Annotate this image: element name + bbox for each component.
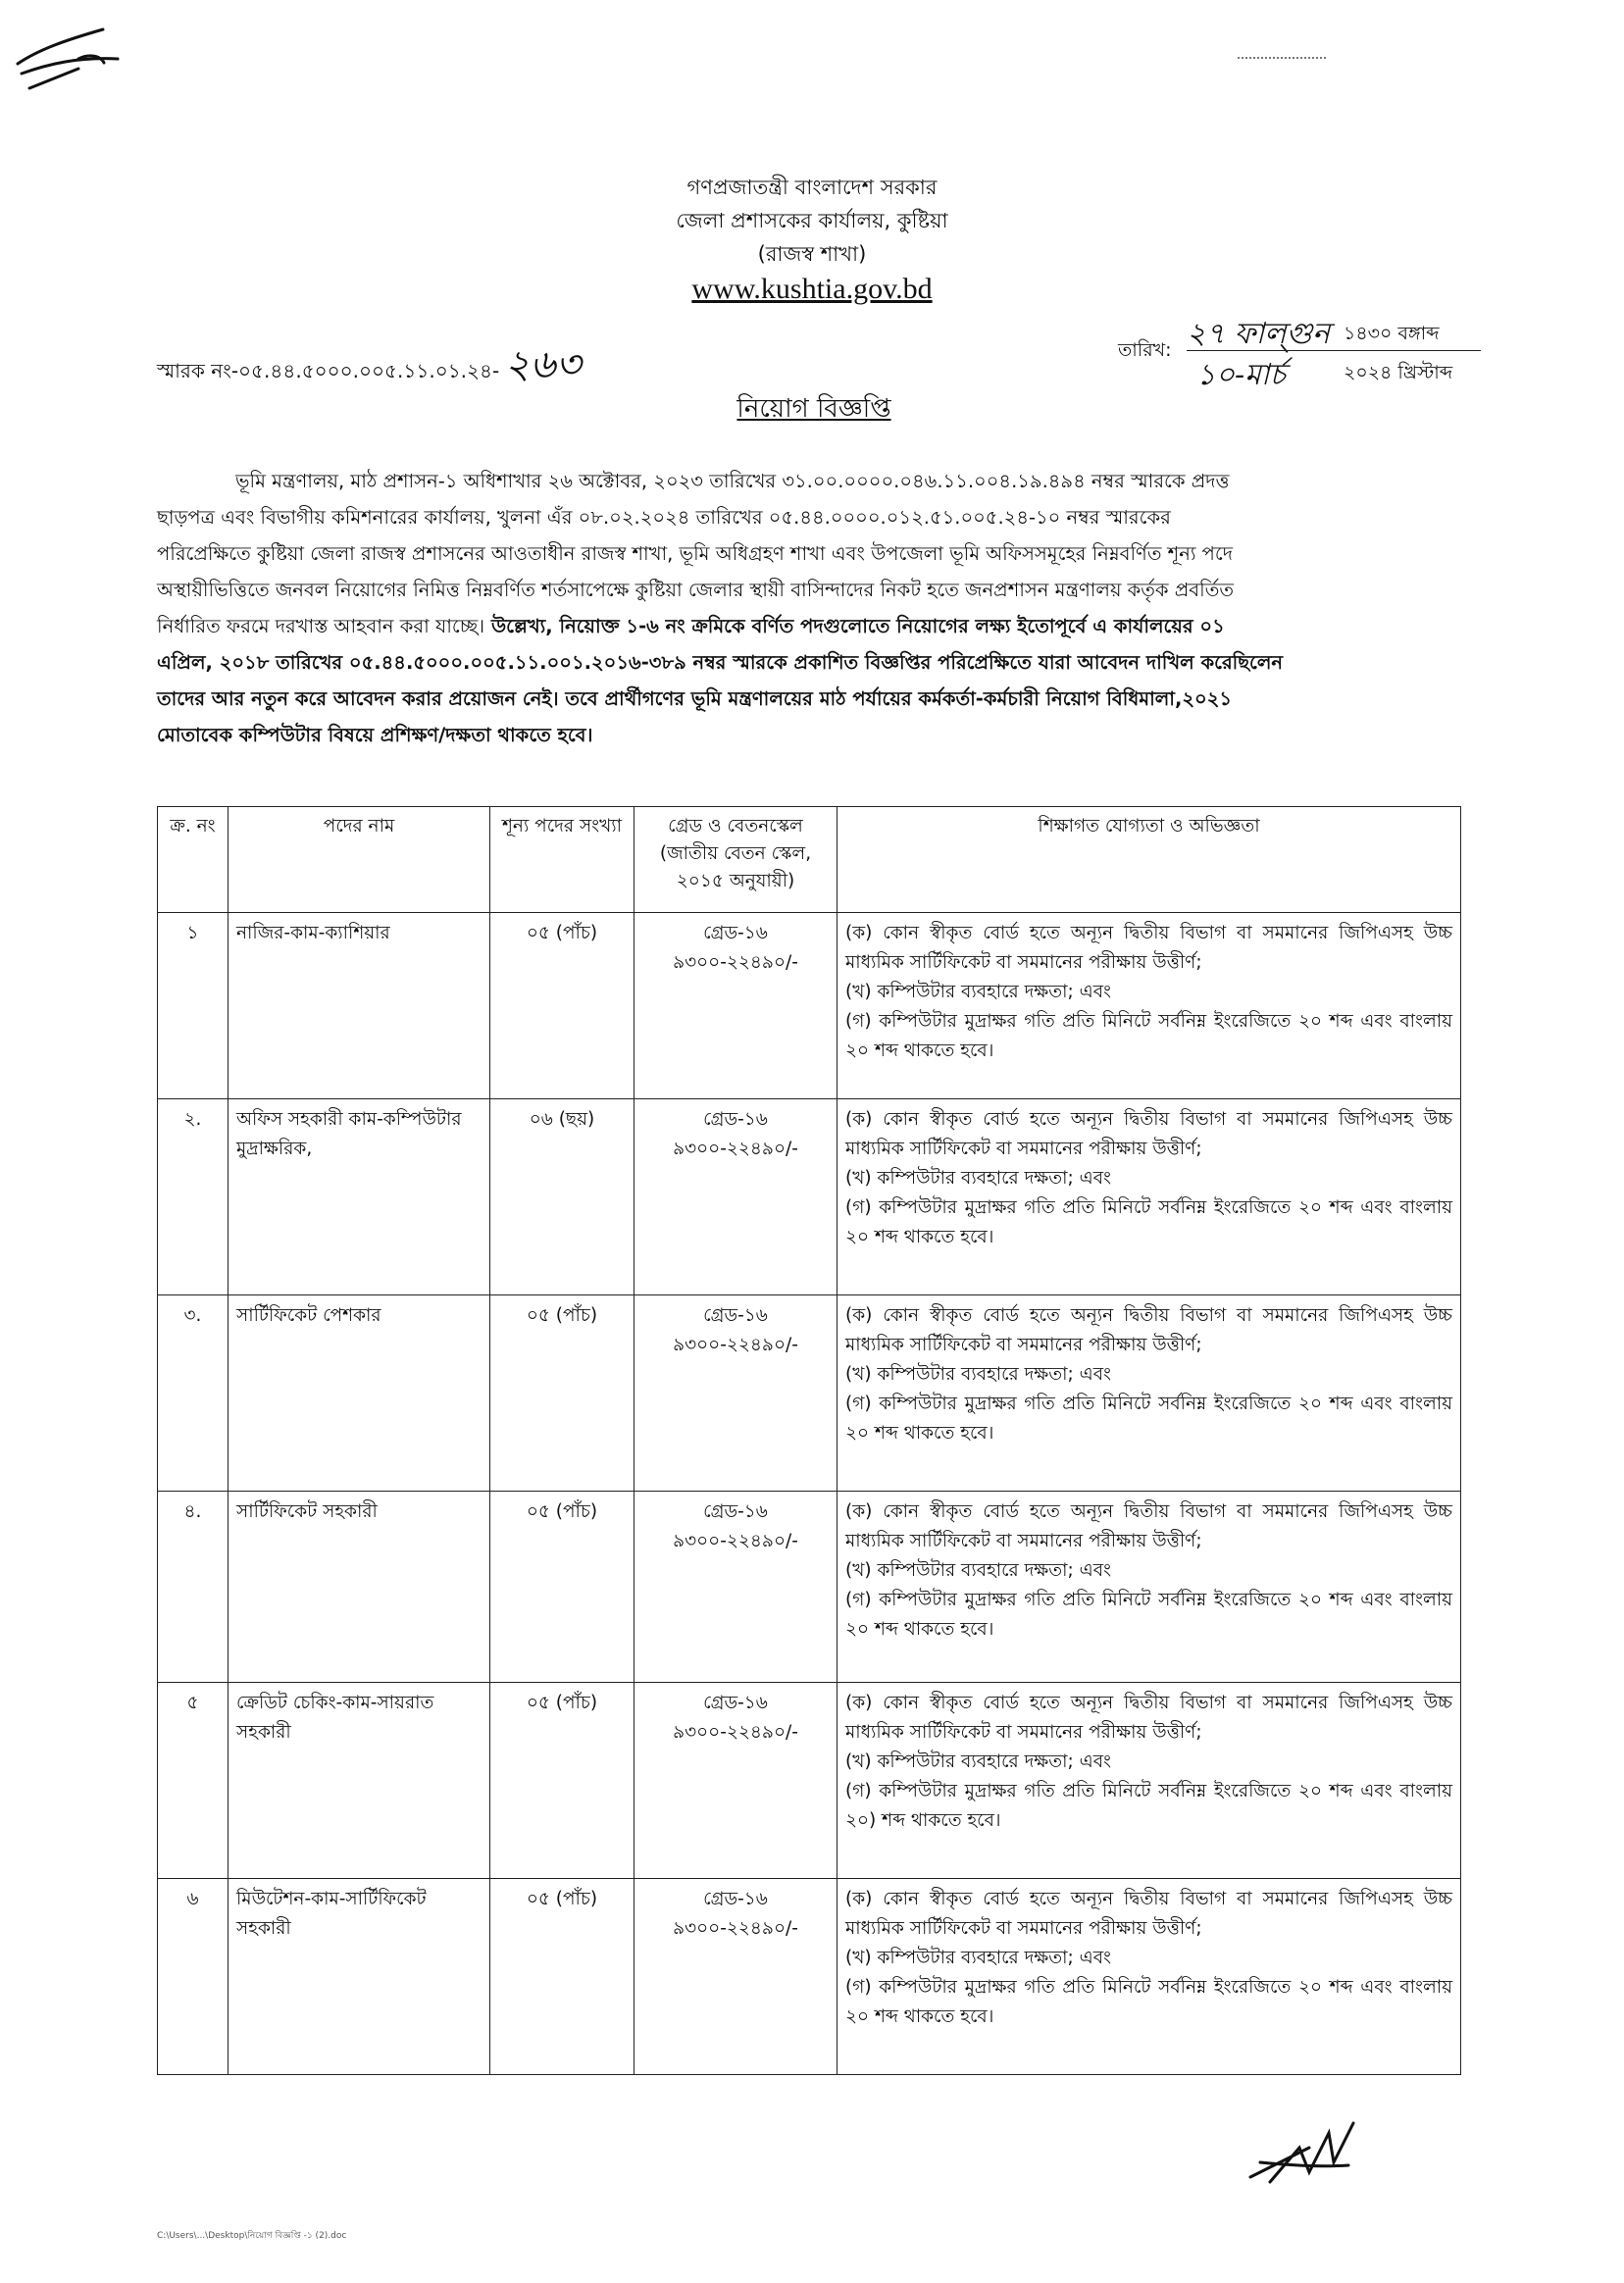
qual-b: (খ) কম্পিউটার ব্যবহারে দক্ষতা; এবং [845,1168,1111,1189]
table-row [158,1683,1461,1879]
website-link[interactable]: www.kushtia.gov.bd [691,273,933,305]
memo-prefix: স্মারক নং-০৫.৪৪.৫০০০.০০৫.১১.০১.২৪- [157,359,500,382]
row-pay-scale: ৯৩০০-২২৪৯০/- [673,1918,798,1939]
row-serial: ৪. [158,1492,228,1683]
row-serial: ১ [158,913,228,1099]
row-qualification [837,1295,1461,1492]
row-qualification [837,1683,1461,1879]
qual-a: (ক) কোন স্বীকৃত বোর্ড হতে অন্যূন দ্বিতীয় বিভাগ বা সমমানের জিপিএসহ উচ্চ মাধ্যমিক সার্টিফিকেট বা সমমানের পরীক্ষায় উত্তীর্ণ; [845,1109,1452,1159]
qual-c: (গ) কম্পিউটার মুদ্রাক্ষর গতি প্রতি মিনিটে সর্বনিম্ন ইংরেজিতে ২০ শব্দ এবং বাংলায় ২০ শব্দ থাকতে হবে। [845,1011,1452,1061]
qual-b: (খ) কম্পিউটার ব্যবহারে দক্ষতা; এবং [845,1751,1111,1772]
row-pay-scale: ৯৩০০-২২৪৯০/- [673,1139,798,1159]
qual-b: (খ) কম্পিউটার ব্যবহারে দক্ষতা; এবং [845,1560,1111,1581]
body-line-1: ভূমি মন্ত্রণালয়, মাঠ প্রশাসন-১ অধিশাখার ২৬ অক্টোবর, ২০২৩ তারিখের ৩১.০০.০০০০.০৪৬.১১.০০৪.১৯.৪৯৪ নম্বর স্মারকে প্রদত্ত [235,470,1230,492]
table-row [158,913,1461,1099]
body-line-5-normal: নির্ধারিত ফরমে দরখাস্ত আহবান করা যাচ্ছে। [157,615,485,637]
row-qualification [837,1492,1461,1683]
row-grade-label: গ্রেড-১৬ [703,1305,768,1326]
header-grade: গ্রেড ও বেতনস্কেল (জাতীয় বেতন স্কেল, ২০১৫ অনুযায়ী) [634,807,837,913]
row-grade-label: গ্রেড-১৬ [703,1693,768,1713]
qual-a: (ক) কোন স্বীকৃত বোর্ড হতে অন্যূন দ্বিতীয় বিভাগ বা সমমানের জিপিএসহ উচ্চ মাধ্যমিক সার্টিফিকেট বা সমমানের পরীক্ষায় উত্তীর্ণ; [845,1305,1452,1355]
notice-title: নিয়োগ বিজ্ঞপ্তি [736,394,891,424]
qual-c: (গ) কম্পিউটার মুদ্রাক্ষর গতি প্রতি মিনিটে সর্বনিম্ন ইংরেজিতে ২০ শব্দ এবং বাংলায় ২০) শব্দ থাকতে হবে। [845,1781,1452,1831]
row-serial: ৬ [158,1879,228,2075]
row-grade-label: গ্রেড-১৬ [703,1889,768,1909]
row-post-name: অফিস সহকারী কাম-কম্পিউটার মুদ্রাক্ষরিক, [228,1099,490,1295]
row-grade [634,913,837,1099]
header-govt: গণপ্রজাতন্ত্রী বাংলাদেশ সরকার [686,176,938,199]
body-line-5 [157,608,1461,644]
header-vacancy: শূন্য পদের সংখ্যা [490,807,634,913]
footer-file-path: C:\Users\...\Desktop\নিয়োগ বিজ্ঞপ্তি -১ (2).doc [157,2231,347,2241]
table-row [158,1295,1461,1492]
body-line-4: অস্থায়ীভিত্তিতে জনবল নিয়োগের নিমিত্ত নিম্নবর্ণিত শর্তসাপেক্ষে কুষ্টিয়া জেলার স্থায়ী বাসিন্দাদের নিকট হতে জনপ্রশাসন মন্ত্রণালয় কর্তৃক প্রবর্তিত [157,579,1235,601]
header-qualification: শিক্ষাগত যোগ্যতা ও অভিজ্ঞতা [837,807,1461,913]
row-grade [634,1492,837,1683]
table-row [158,1099,1461,1295]
row-post-name: সার্টিফিকেট সহকারী [228,1492,490,1683]
row-qualification [837,1099,1461,1295]
qual-b: (খ) কম্পিউটার ব্যবহারে দক্ষতা; এবং [845,1364,1111,1385]
body-line-7: তাদের আর নতুন করে আবেদন করার প্রয়োজন নেই। তবে প্রার্থীগণের ভূমি মন্ত্রণালয়ের মাঠ পর্যায়ের কর্মকর্তা-কর্মচারী নিয়োগ বিধিমালা,২০২১ [157,687,1233,710]
row-grade [634,1879,837,2075]
row-pay-scale: ৯৩০০-২২৪৯০/- [673,1722,798,1743]
qual-c: (গ) কম্পিউটার মুদ্রাক্ষর গতি প্রতি মিনিটে সর্বনিম্ন ইংরেজিতে ২০ শব্দ এবং বাংলায় ২০ শব্দ থাকতে হবে। [845,1394,1452,1444]
row-serial: ২. [158,1099,228,1295]
body-line-2: ছাড়পত্র এবং বিভাগীয় কমিশনারের কার্যালয়, খুলনা এঁর ০৮.০২.২০২৪ তারিখের ০৫.৪৪.০০০০.০১২.৫১.০০৫.২৪-১০ নম্বর স্মারকের [157,506,1171,529]
vacancy-table [157,806,1461,2075]
row-grade [634,1683,837,1879]
row-vacancy: ০৫ (পাঁচ) [490,1683,634,1879]
date-greg-handwritten: ১০-মার্চ [1196,358,1286,392]
date-bangla-handwritten: ২৭ ফাল্গুন [1187,317,1331,351]
header-office: জেলা প্রশাসকের কার্যালয়, কুষ্টিয়া [676,209,948,232]
body-line-8: মোতাবেক কম্পিউটার বিষয়ে প্রশিক্ষণ/দক্ষতা থাকতে হবে। [157,724,593,746]
date-greg-year: ২০২৪ খ্রিস্টাব্দ [1344,362,1453,383]
top-left-signature [10,20,127,103]
body-line-6: এপ্রিল, ২০১৮ তারিখের ০৫.৪৪.৫০০০.০০৫.১১.০০১.২০১৬-৩৮৯ নম্বর স্মারকে প্রকাশিত বিজ্ঞপ্তির পরিপ্রেক্ষিতে যারা আবেদন দাখিল করেছিলেন [157,651,1284,674]
memo-number [157,333,581,399]
header-serial: ক্র. নং [158,807,228,913]
table-row [158,1879,1461,2075]
row-grade-label: গ্রেড-১৬ [703,1501,768,1522]
qual-c: (গ) কম্পিউটার মুদ্রাক্ষর গতি প্রতি মিনিটে সর্বনিম্ন ইংরেজিতে ২০ শব্দ এবং বাংলায় ২০ শব্দ থাকতে হবে। [845,1590,1452,1640]
body-line-5-bold: উল্লেখ্য, নিয়োক্ত ১-৬ নং ক্রমিকে বর্ণিত পদগুলোতে নিয়োগের লক্ষ্য ইতোপূর্বে এ কার্যালয়ের ০১ [484,615,1225,637]
header-post-name: পদের নাম [228,807,490,913]
qual-a: (ক) কোন স্বীকৃত বোর্ড হতে অন্যূন দ্বিতীয় বিভাগ বা সমমানের জিপিএসহ উচ্চ মাধ্যমিক সার্টিফিকেট বা সমমানের পরীক্ষায় উত্তীর্ণ; [845,1693,1452,1743]
header-section: (রাজস্ব শাখা) [757,242,867,266]
table-row [158,1492,1461,1683]
row-post-name: নাজির-কাম-ক্যাশিয়ার [228,913,490,1099]
date-block [1118,310,1481,392]
row-pay-scale: ৯৩০০-২২৪৯০/- [673,1531,798,1551]
row-post-name: ক্রেডিট চেকিং-কাম-সায়রাত সহকারী [228,1683,490,1879]
memo-handwritten-number: ২৬৩ [504,342,582,387]
qual-b: (খ) কম্পিউটার ব্যবহারে দক্ষতা; এবং [845,982,1111,1002]
officer-signature [1241,2108,1368,2197]
row-grade [634,1295,837,1492]
body-paragraph [157,463,1461,753]
qual-c: (গ) কম্পিউটার মুদ্রাক্ষর গতি প্রতি মিনিটে সর্বনিম্ন ইংরেজিতে ২০ শব্দ এবং বাংলায় ২০ শব্দ থাকতে হবে। [845,1977,1452,2027]
row-pay-scale: ৯৩০০-২২৪৯০/- [673,952,798,973]
row-serial: ৩. [158,1295,228,1492]
row-qualification [837,913,1461,1099]
row-serial: ৫ [158,1683,228,1879]
scan-mark [1238,57,1326,62]
date-label: তারিখ: [1118,339,1172,361]
row-post-name: মিউটেশন-কাম-সার্টিফিকেট সহকারী [228,1879,490,2075]
qual-b: (খ) কম্পিউটার ব্যবহারে দক্ষতা; এবং [845,1948,1111,1968]
row-qualification [837,1879,1461,2075]
row-grade-label: গ্রেড-১৬ [703,923,768,943]
row-vacancy: ০৫ (পাঁচ) [490,913,634,1099]
row-vacancy: ০৫ (পাঁচ) [490,1879,634,2075]
row-vacancy: ০৬ (ছয়) [490,1099,634,1295]
row-vacancy: ০৫ (পাঁচ) [490,1295,634,1492]
row-pay-scale: ৯৩০০-২২৪৯০/- [673,1335,798,1355]
row-grade [634,1099,837,1295]
date-bangla-year: ১৪৩০ বঙ্গাব্দ [1344,323,1440,344]
body-line-3: পরিপ্রেক্ষিতে কুষ্টিয়া জেলা রাজস্ব প্রশাসনের আওতাধীন রাজস্ব শাখা, ভূমি অধিগ্রহণ শাখা এবং উপজেলা ভূমি অফিসসমূহের নিম্নবর্ণিত শূন্য পদে [157,542,1233,565]
qual-a: (ক) কোন স্বীকৃত বোর্ড হতে অন্যূন দ্বিতীয় বিভাগ বা সমমানের জিপিএসহ উচ্চ মাধ্যমিক সার্টিফিকেট বা সমমানের পরীক্ষায় উত্তীর্ণ; [845,923,1452,973]
row-post-name: সার্টিফিকেট পেশকার [228,1295,490,1492]
row-vacancy: ০৫ (পাঁচ) [490,1492,634,1683]
qual-c: (গ) কম্পিউটার মুদ্রাক্ষর গতি প্রতি মিনিটে সর্বনিম্ন ইংরেজিতে ২০ শব্দ এবং বাংলায় ২০ শব্দ থাকতে হবে। [845,1197,1452,1247]
qual-a: (ক) কোন স্বীকৃত বোর্ড হতে অন্যূন দ্বিতীয় বিভাগ বা সমমানের জিপিএসহ উচ্চ মাধ্যমিক সার্টিফিকেট বা সমমানের পরীক্ষায় উত্তীর্ণ; [845,1501,1452,1551]
qual-a: (ক) কোন স্বীকৃত বোর্ড হতে অন্যূন দ্বিতীয় বিভাগ বা সমমানের জিপিএসহ উচ্চ মাধ্যমিক সার্টিফিকেট বা সমমানের পরীক্ষায় উত্তীর্ণ; [845,1889,1452,1939]
row-grade-label: গ্রেড-১৬ [703,1109,768,1130]
table-header-row [158,807,1461,913]
